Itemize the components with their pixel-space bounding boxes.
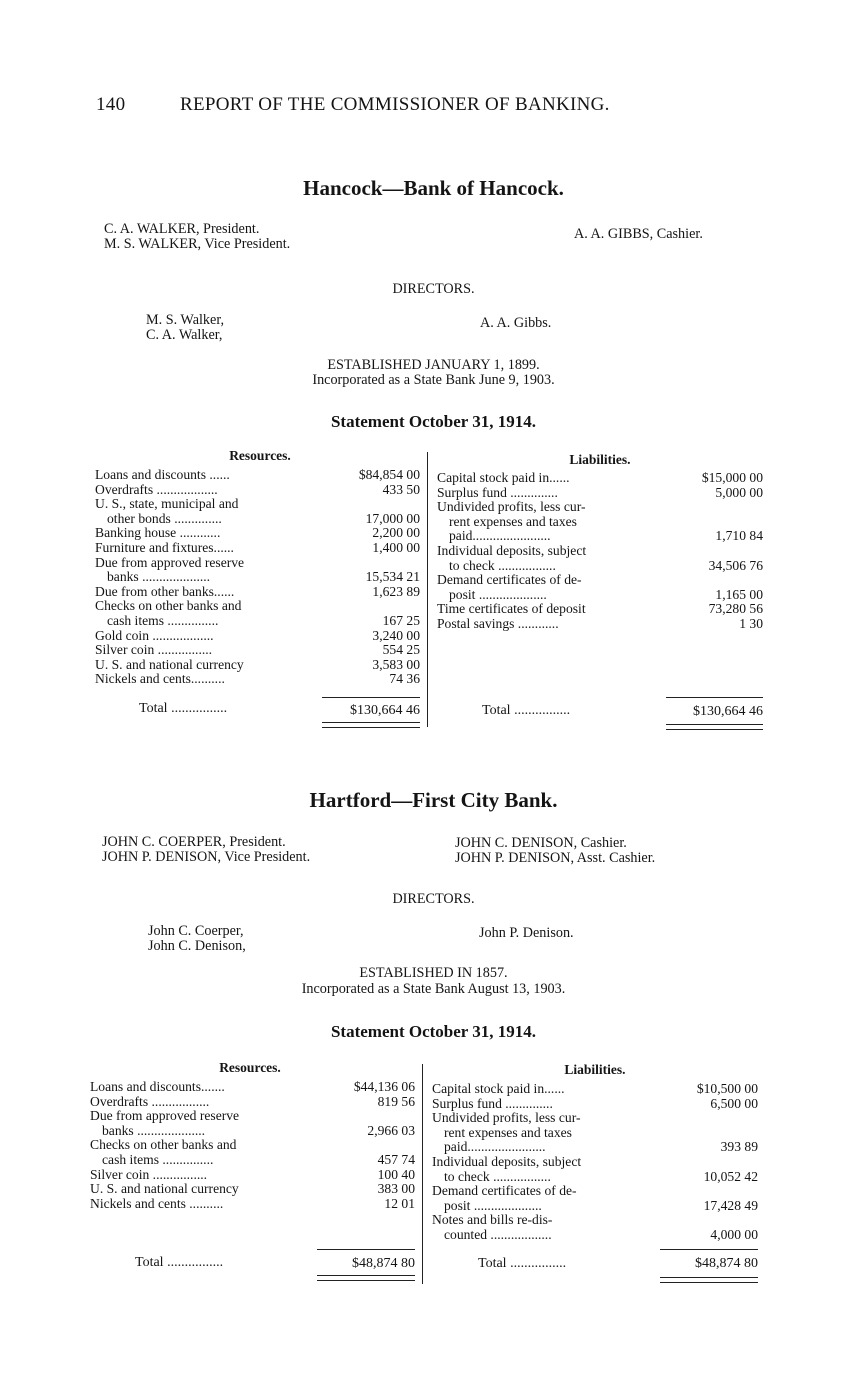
ledger-row [437, 617, 763, 632]
ledger-row [437, 588, 763, 603]
ledger-row [95, 672, 420, 687]
ledger-item-label: Checks on other banks and [90, 1137, 237, 1153]
officer-line: JOHN P. DENISON, Asst. Cashier. [455, 850, 656, 866]
ledger-item-amount: 17,000 00 [365, 510, 420, 526]
ledger-item-amount: 1,400 00 [372, 539, 420, 555]
director-name: A. A. Gibbs. [480, 315, 552, 331]
total-double-rule [322, 722, 420, 728]
ledger-item-label: banks .................... [102, 1122, 206, 1138]
liabilities-total-amount: $48,874 80 [695, 1256, 758, 1271]
officer-line: M. S. WALKER, Vice President. [104, 236, 291, 252]
running-header [96, 94, 610, 116]
ledger-item-amount: $44,136 06 [353, 1079, 415, 1094]
bank-title: Hancock—Bank of Hancock. [303, 176, 564, 200]
ledger-item-label: U. S., state, municipal and [95, 496, 239, 512]
liabilities-total-label: Total ................ [478, 1256, 567, 1271]
ledger-item-label: Capital stock paid in...... [437, 470, 570, 485]
ledger-item-label: banks .................... [107, 569, 211, 585]
ledger-item-label: Loans and discounts....... [90, 1079, 225, 1094]
ledger-item-amount: 1,165 00 [715, 586, 763, 602]
resources-heading: Resources. [219, 1060, 281, 1075]
ledger-item-label: paid....................... [449, 528, 551, 544]
ledger-row [95, 614, 420, 629]
ledger-row [437, 529, 763, 544]
ledger-item-amount: 433 50 [382, 481, 420, 497]
ledger-item-label: cash items ............... [107, 612, 219, 628]
ledger-item-amount: 2,966 03 [367, 1122, 415, 1138]
ledger-item-label: Nickels and cents.......... [95, 671, 225, 687]
ledger-row [90, 1182, 415, 1197]
resources-list [90, 1080, 415, 1211]
ledger-row [95, 643, 420, 658]
ledger-item-amount: 1,623 89 [372, 583, 420, 599]
ledger-item-label: Demand certificates of de- [432, 1183, 577, 1199]
bank-title: Hartford—First City Bank. [309, 788, 558, 812]
ledger-item-label: posit .................... [449, 586, 547, 602]
ledger-item-amount: 4,000 00 [710, 1226, 758, 1242]
column-divider [422, 1064, 423, 1284]
ledger-row [432, 1170, 758, 1185]
ledger-row [432, 1199, 758, 1214]
ledger-item-label: Surplus fund .............. [437, 484, 558, 500]
officer-line: JOHN P. DENISON, Vice President. [102, 849, 311, 865]
ledger-row [432, 1228, 758, 1243]
ledger-item-label: rent expenses and taxes [449, 513, 577, 529]
ledger-row [90, 1080, 415, 1095]
ledger-item-label: Due from approved reserve [90, 1108, 240, 1124]
ledger-item-amount: 100 40 [377, 1166, 415, 1182]
total-double-rule [317, 1275, 415, 1281]
ledger-item-label: Postal savings ............ [437, 615, 559, 631]
ledger-item-amount: 819 56 [377, 1093, 415, 1109]
ledger-item-amount: 554 25 [382, 642, 420, 658]
incorporated-line: Incorporated as a State Bank June 9, 1903. [312, 372, 555, 388]
ledger-row [90, 1109, 415, 1124]
resources-total-label: Total ................ [135, 1255, 224, 1270]
ledger-item-amount: 17,428 49 [703, 1197, 758, 1213]
ledger-item-label: Undivided profits, less cur- [432, 1110, 581, 1126]
ledger-row [432, 1155, 758, 1170]
ledger-row [95, 497, 420, 512]
ledger-row [95, 629, 420, 644]
established-line: ESTABLISHED JANUARY 1, 1899. [327, 357, 540, 373]
ledger-item-amount: 74 36 [389, 671, 420, 687]
ledger-item-amount: 15,534 21 [365, 569, 420, 585]
liabilities-heading: Liabilities. [569, 452, 631, 467]
statement-title: Statement October 31, 1914. [330, 1022, 537, 1041]
officer-line: C. A. WALKER, President. [104, 221, 260, 237]
liabilities-total-amount: $130,664 46 [693, 704, 763, 719]
page-number: 140 [96, 94, 126, 115]
ledger-row [437, 471, 763, 486]
ledger-row [90, 1197, 415, 1212]
director-name: C. A. Walker, [146, 327, 223, 343]
ledger-item-label: Banking house ............ [95, 525, 221, 541]
ledger-item-label: Nickels and cents .......... [90, 1195, 224, 1211]
ledger-item-label: Overdrafts ................. [90, 1093, 210, 1109]
ledger-item-label: to check ................. [444, 1168, 551, 1184]
ledger-item-amount: $10,500 00 [696, 1081, 758, 1096]
incorporated-line: Incorporated as a State Bank August 13, 1903. [301, 981, 566, 997]
ledger-row [95, 541, 420, 556]
ledger-row [437, 515, 763, 530]
ledger-row [95, 599, 420, 614]
resources-list [95, 468, 420, 687]
liabilities-list [432, 1082, 758, 1243]
ledger-item-label: Silver coin ................ [90, 1166, 208, 1182]
ledger-item-amount: 1,710 84 [715, 528, 763, 544]
ledger-item-label: Surplus fund .............. [432, 1095, 553, 1111]
ledger-item-label: rent expenses and taxes [444, 1124, 572, 1140]
ledger-item-label: U. S. and national currency [90, 1181, 239, 1197]
liabilities-heading: Liabilities. [564, 1062, 626, 1077]
ledger-row [90, 1095, 415, 1110]
total-rule [317, 1249, 415, 1250]
running-title: REPORT OF THE COMMISSIONER OF BANKING. [180, 94, 610, 115]
ledger-row [432, 1082, 758, 1097]
ledger-row [432, 1213, 758, 1228]
ledger-row [437, 544, 763, 559]
ledger-item-amount: 457 74 [377, 1151, 415, 1167]
ledger-item-amount: 383 00 [377, 1181, 415, 1197]
ledger-row [90, 1138, 415, 1153]
director-name: John P. Denison. [479, 925, 574, 941]
total-double-rule [660, 1277, 758, 1283]
ledger-item-amount: $84,854 00 [358, 467, 420, 482]
ledger-row [432, 1184, 758, 1199]
ledger-row [432, 1111, 758, 1126]
directors-heading: DIRECTORS. [392, 281, 475, 297]
established-line: ESTABLISHED IN 1857. [359, 965, 508, 981]
officer-line: JOHN C. COERPER, President. [102, 834, 286, 850]
ledger-item-label: Individual deposits, subject [437, 542, 587, 558]
ledger-row [90, 1153, 415, 1168]
ledger-item-label: Checks on other banks and [95, 598, 242, 614]
ledger-item-label: U. S. and national currency [95, 656, 244, 672]
resources-heading: Resources. [229, 448, 291, 463]
ledger-item-amount: 3,583 00 [372, 656, 420, 672]
ledger-row [90, 1124, 415, 1139]
ledger-row [95, 512, 420, 527]
ledger-item-label: Due from other banks...... [95, 583, 235, 599]
ledger-item-label: Demand certificates of de- [437, 572, 582, 588]
ledger-row [90, 1168, 415, 1183]
ledger-item-label: counted .................. [444, 1226, 552, 1242]
ledger-row [437, 486, 763, 501]
directors-heading: DIRECTORS. [392, 891, 475, 907]
officer-line: A. A. GIBBS, Cashier. [574, 226, 703, 242]
ledger-item-label: to check ................. [449, 557, 556, 573]
ledger-item-amount: 393 89 [720, 1139, 758, 1155]
ledger-item-amount: 1 30 [739, 615, 763, 631]
ledger-row [437, 573, 763, 588]
ledger-item-label: Loans and discounts ...... [95, 467, 230, 482]
ledger-item-label: Time certificates of deposit [437, 601, 586, 617]
total-rule [660, 1249, 758, 1250]
total-rule [322, 697, 420, 698]
liabilities-total-label: Total ................ [482, 703, 571, 718]
ledger-row [95, 556, 420, 571]
ledger-item-amount: 3,240 00 [372, 627, 420, 643]
ledger-item-amount: 10,052 42 [703, 1168, 758, 1184]
ledger-item-label: Individual deposits, subject [432, 1153, 582, 1169]
ledger-item-amount: 2,200 00 [372, 525, 420, 541]
resources-total-amount: $48,874 80 [352, 1256, 415, 1271]
ledger-item-amount: 5,000 00 [715, 484, 763, 500]
ledger-item-amount: 12 01 [384, 1195, 415, 1211]
ledger-item-amount: 6,500 00 [710, 1095, 758, 1111]
ledger-item-label: Capital stock paid in...... [432, 1081, 565, 1096]
ledger-row [95, 526, 420, 541]
ledger-item-amount: 73,280 56 [708, 601, 763, 617]
liabilities-list [437, 471, 763, 632]
total-double-rule [666, 724, 763, 730]
ledger-item-amount: 34,506 76 [708, 557, 763, 573]
ledger-row [432, 1126, 758, 1141]
director-name: John C. Coerper, [148, 923, 244, 939]
ledger-row [437, 602, 763, 617]
resources-total-amount: $130,664 46 [350, 703, 420, 718]
ledger-row [432, 1097, 758, 1112]
ledger-item-label: Undivided profits, less cur- [437, 499, 586, 515]
ledger-item-label: posit .................... [444, 1197, 542, 1213]
ledger-row [95, 570, 420, 585]
column-divider [427, 452, 428, 727]
ledger-item-label: Furniture and fixtures...... [95, 539, 234, 555]
officer-line: JOHN C. DENISON, Cashier. [455, 835, 627, 851]
total-rule [666, 697, 763, 698]
ledger-row [95, 585, 420, 600]
ledger-row [432, 1140, 758, 1155]
ledger-item-label: other bonds .............. [107, 510, 222, 526]
ledger-row [95, 468, 420, 483]
ledger-item-label: cash items ............... [102, 1151, 214, 1167]
ledger-item-label: Overdrafts .................. [95, 481, 218, 497]
ledger-row [95, 483, 420, 498]
ledger-item-label: Notes and bills re-dis- [432, 1212, 553, 1228]
statement-title: Statement October 31, 1914. [330, 412, 537, 431]
ledger-row [437, 500, 763, 515]
ledger-row [437, 559, 763, 574]
director-name: M. S. Walker, [146, 312, 225, 328]
ledger-item-label: Silver coin ................ [95, 642, 213, 658]
ledger-item-label: paid....................... [444, 1139, 546, 1155]
ledger-item-label: Gold coin .................. [95, 627, 214, 643]
director-name: John C. Denison, [148, 938, 246, 954]
ledger-item-amount: $15,000 00 [701, 470, 763, 485]
ledger-item-amount: 167 25 [382, 612, 420, 628]
ledger-item-label: Due from approved reserve [95, 554, 245, 570]
resources-total-label: Total ................ [139, 701, 228, 716]
ledger-row [95, 658, 420, 673]
